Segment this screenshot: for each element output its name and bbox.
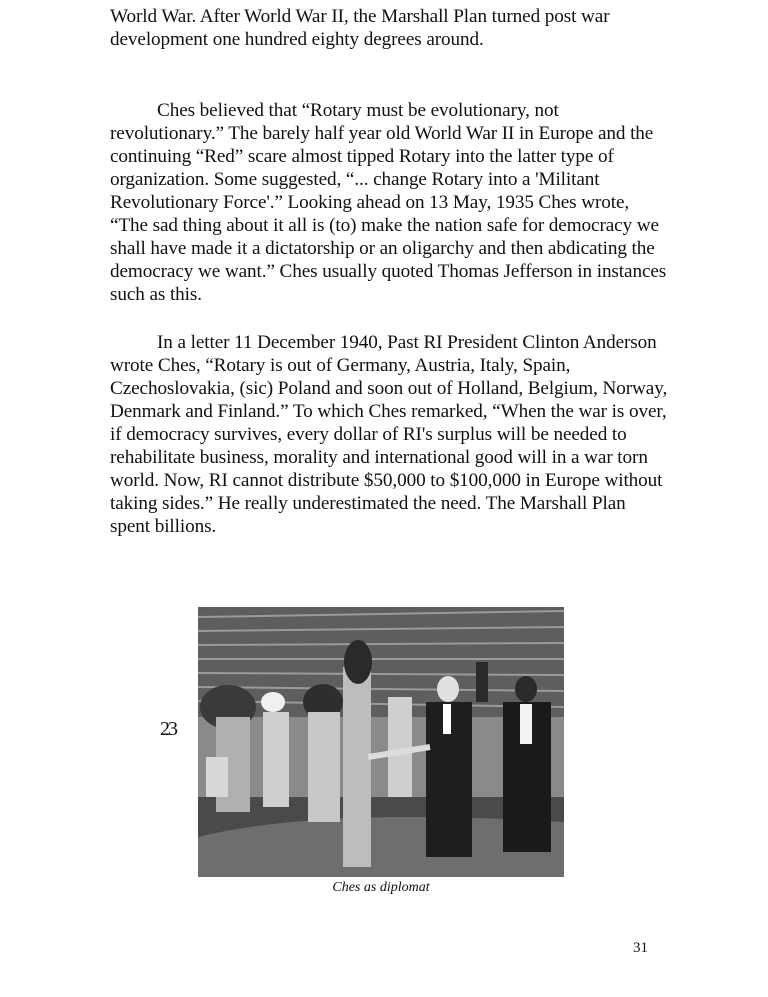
paragraph-2: Ches believed that “Rotary must be evolutionary, not revolutionary.” The barely half year old World War II in Europe and the continuing “Red” scare almost tipped Rotary into the latter type of organization. Some suggested, “... change Rotary into a 'Militant Revolutionary Force'.” Looking ahead on 13 May, 1935 Ches wrote, “The sad thing about it all is (to) make the nation safe for democracy we shall have made it a dictatorship or an oligarchy and then abdicating the democracy we want.” Ches usually quoted Thomas Jefferson in instances such as this. xyxy=(110,100,667,305)
paragraph-1: World War. After World War II, the Marshall Plan turned post war development one hundred eighty degrees around. xyxy=(110,6,610,50)
photo-illustration xyxy=(198,607,564,877)
photo-caption: Ches as diplomat xyxy=(332,880,430,895)
photograph xyxy=(198,607,564,877)
paragraph-3: In a letter 11 December 1940, Past RI President Clinton Anderson wrote Ches, “Rotary is out of Germany, Austria, Italy, Spain, Czechoslovakia, (sic) Poland and soon out of Holland, Belgium, Norway, Denmark and Finland.” To which Ches remarked, “When the war is over, if democracy survives, every dollar of RI's surplus will be needed to rehabilitate business, morality and international good will in a war torn world. Now, RI cannot distribute $50,000 to $100,000 in Europe without taking sides.” He really underestimated the need. The Marshall Plan spent billions. xyxy=(110,332,668,537)
figure-number: 23 xyxy=(160,718,176,740)
page-number: 31 xyxy=(633,940,648,956)
